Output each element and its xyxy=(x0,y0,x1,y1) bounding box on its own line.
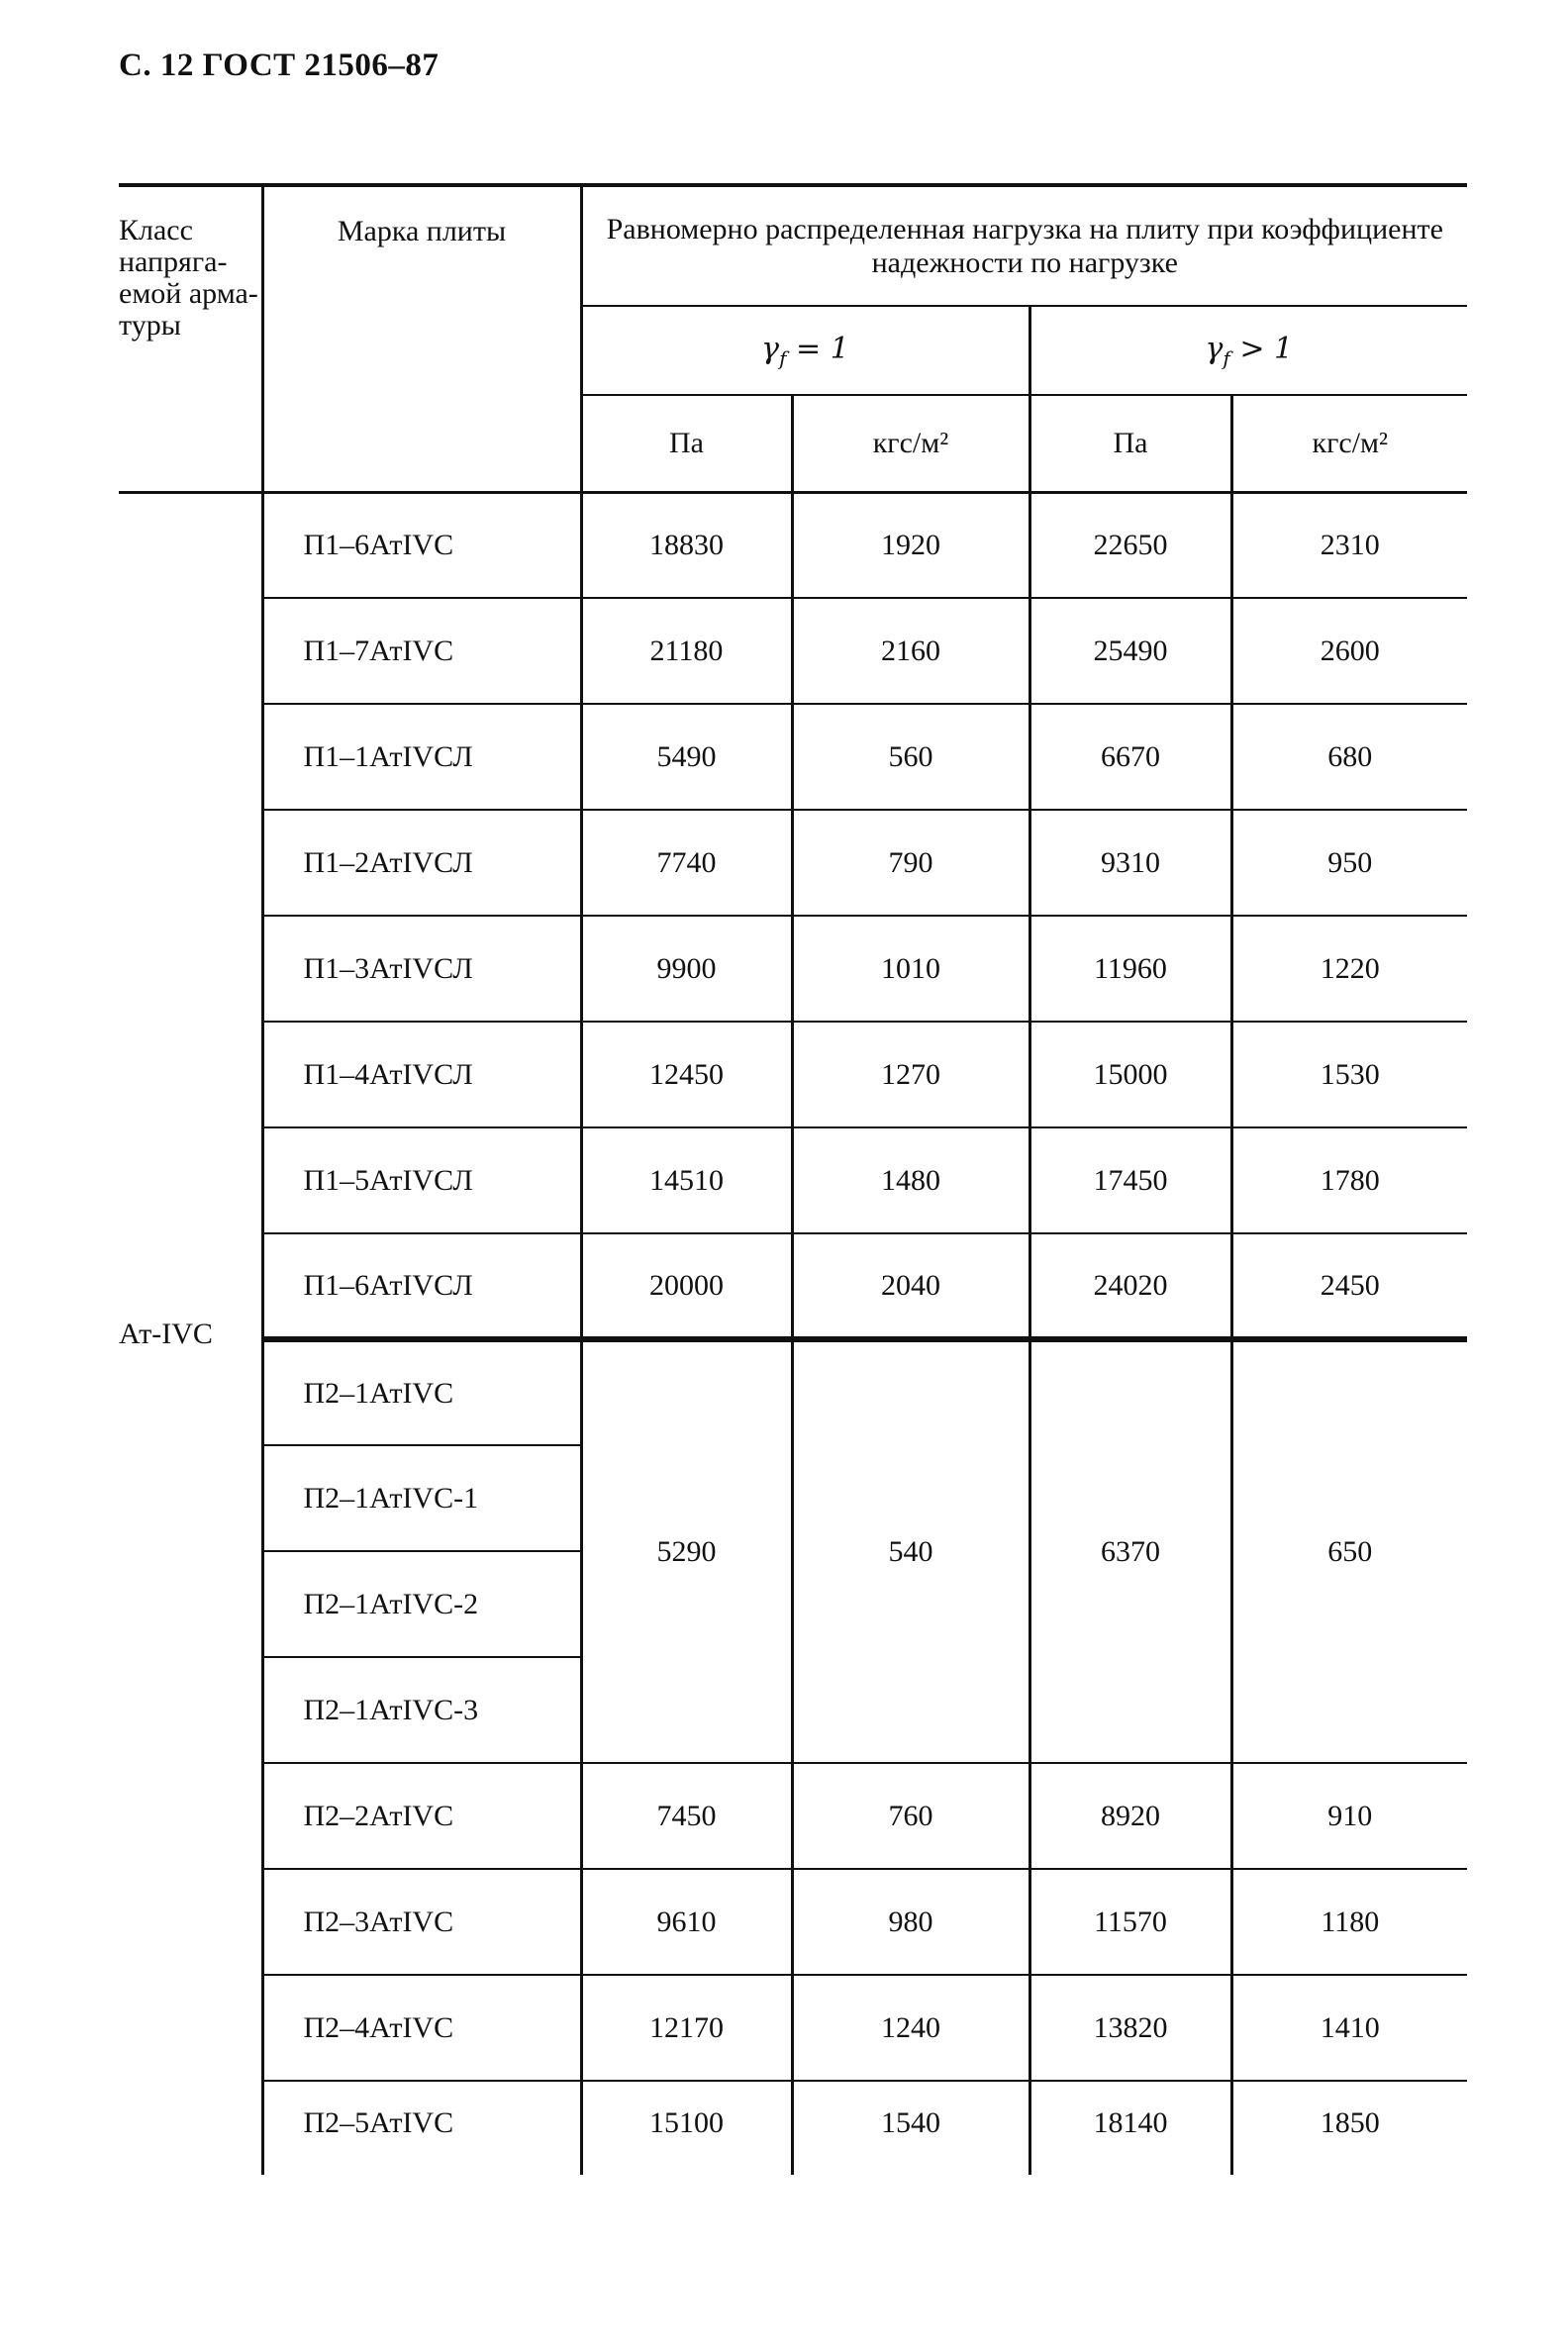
kgs2-cell: 1410 xyxy=(1231,1975,1467,2081)
table-row xyxy=(119,1339,1467,1445)
pa2-cell: 6670 xyxy=(1029,704,1231,810)
kgs1-cell: 1920 xyxy=(792,492,1029,598)
kgs1-cell: 760 xyxy=(792,1763,1029,1869)
kgs2-cell: 680 xyxy=(1231,704,1467,810)
mark-cell: П1–6АтIVC xyxy=(262,492,581,598)
kgs2-cell: 950 xyxy=(1231,810,1467,916)
kgs2-cell: 1180 xyxy=(1231,1869,1467,1975)
kgs-header-2: кгс/м² xyxy=(1231,395,1467,492)
pa2-cell: 9310 xyxy=(1029,810,1231,916)
table-row xyxy=(119,1127,1467,1233)
pa1-cell: 15100 xyxy=(581,2081,792,2175)
table-row xyxy=(119,1763,1467,1869)
table-row xyxy=(119,1975,1467,2081)
kgs2-cell: 1530 xyxy=(1231,1022,1467,1127)
pa1-cell: 9900 xyxy=(581,916,792,1022)
table-row xyxy=(119,1233,1467,1339)
mark-cell: П1–5АтIVСЛ xyxy=(262,1127,581,1233)
table-row xyxy=(119,2081,1467,2175)
load-header: Равномерно распределенная нагрузка на плиту при коэффициенте надежности по нагрузке xyxy=(581,185,1467,306)
mark-header: Марка плиты xyxy=(262,185,581,492)
pa1-cell: 7740 xyxy=(581,810,792,916)
pa2-cell: 24020 xyxy=(1029,1233,1231,1339)
pa1-cell: 7450 xyxy=(581,1763,792,1869)
mark-cell: П2–1АтIVC-3 xyxy=(262,1657,581,1763)
mark-cell: П1–3АтIVСЛ xyxy=(262,916,581,1022)
kgs2-cell: 2310 xyxy=(1231,492,1467,598)
pa1-cell: 12450 xyxy=(581,1022,792,1127)
kgs2-cell: 910 xyxy=(1231,1763,1467,1869)
mark-cell: П2–1АтIVC xyxy=(262,1339,581,1445)
pa1-cell: 20000 xyxy=(581,1233,792,1339)
kgs1-cell: 2160 xyxy=(792,598,1029,704)
gamma-gt-header: $\gamma_f > 1$ xyxy=(1029,306,1467,395)
kgs2-cell: 2450 xyxy=(1231,1233,1467,1339)
table-row xyxy=(119,1869,1467,1975)
mark-cell: П1–2АтIVСЛ xyxy=(262,810,581,916)
kgs2-cell: 650 xyxy=(1231,1339,1467,1763)
pa2-cell: 8920 xyxy=(1029,1763,1231,1869)
kgs1-cell: 1010 xyxy=(792,916,1029,1022)
pa2-cell: 17450 xyxy=(1029,1127,1231,1233)
mark-cell: П1–4АтIVСЛ xyxy=(262,1022,581,1127)
pa2-cell: 25490 xyxy=(1029,598,1231,704)
kgs1-cell: 2040 xyxy=(792,1233,1029,1339)
table-row xyxy=(119,492,1467,598)
gamma-eq-header: $\gamma_f = 1$ xyxy=(581,306,1029,395)
kgs2-cell: 1780 xyxy=(1231,1127,1467,1233)
mark-cell: П2–1АтIVC-2 xyxy=(262,1551,581,1657)
kgs1-cell: 1270 xyxy=(792,1022,1029,1127)
pa2-cell: 15000 xyxy=(1029,1022,1231,1127)
pa1-cell: 18830 xyxy=(581,492,792,598)
pa2-cell: 6370 xyxy=(1029,1339,1231,1763)
table-row xyxy=(119,598,1467,704)
mark-cell: П2–3АтIVC xyxy=(262,1869,581,1975)
kgs-header-1: кгс/м² xyxy=(792,395,1029,492)
load-table xyxy=(119,183,1467,2175)
pa2-cell: 22650 xyxy=(1029,492,1231,598)
pa-header-1: Па xyxy=(581,395,792,492)
pa2-cell: 18140 xyxy=(1029,2081,1231,2175)
mark-cell: П2–1АтIVC-1 xyxy=(262,1445,581,1551)
kgs2-cell: 2600 xyxy=(1231,598,1467,704)
class-header: Класс напряга-емой арма-туры xyxy=(119,185,262,492)
kgs1-cell: 540 xyxy=(792,1339,1029,1763)
table-row xyxy=(119,704,1467,810)
pa2-cell: 11570 xyxy=(1029,1869,1231,1975)
class-value: Ат-IVC xyxy=(119,1317,213,1350)
table-row xyxy=(119,1022,1467,1127)
pa-header-2: Па xyxy=(1029,395,1231,492)
pa1-cell: 14510 xyxy=(581,1127,792,1233)
mark-cell: П2–2АтIVC xyxy=(262,1763,581,1869)
kgs1-cell: 790 xyxy=(792,810,1029,916)
pa1-cell: 21180 xyxy=(581,598,792,704)
pa1-cell: 12170 xyxy=(581,1975,792,2081)
pa2-cell: 13820 xyxy=(1029,1975,1231,2081)
mark-cell: П1–1АтIVСЛ xyxy=(262,704,581,810)
mark-cell: П2–5АтIVC xyxy=(262,2081,581,2175)
mark-cell: П1–7АтIVC xyxy=(262,598,581,704)
mark-cell: П1–6АтIVСЛ xyxy=(262,1233,581,1339)
pa1-cell: 9610 xyxy=(581,1869,792,1975)
pa1-cell: 5290 xyxy=(581,1339,792,1763)
kgs1-cell: 560 xyxy=(792,704,1029,810)
pa1-cell: 5490 xyxy=(581,704,792,810)
mark-cell: П2–4АтIVC xyxy=(262,1975,581,2081)
kgs1-cell: 1480 xyxy=(792,1127,1029,1233)
table-row xyxy=(119,916,1467,1022)
pa2-cell: 11960 xyxy=(1029,916,1231,1022)
kgs1-cell: 980 xyxy=(792,1869,1029,1975)
kgs2-cell: 1220 xyxy=(1231,916,1467,1022)
table-row xyxy=(119,810,1467,916)
kgs1-cell: 1540 xyxy=(792,2081,1029,2175)
kgs1-cell: 1240 xyxy=(792,1975,1029,2081)
page-header: С. 12 ГОСТ 21506–87 xyxy=(119,48,440,83)
kgs2-cell: 1850 xyxy=(1231,2081,1467,2175)
